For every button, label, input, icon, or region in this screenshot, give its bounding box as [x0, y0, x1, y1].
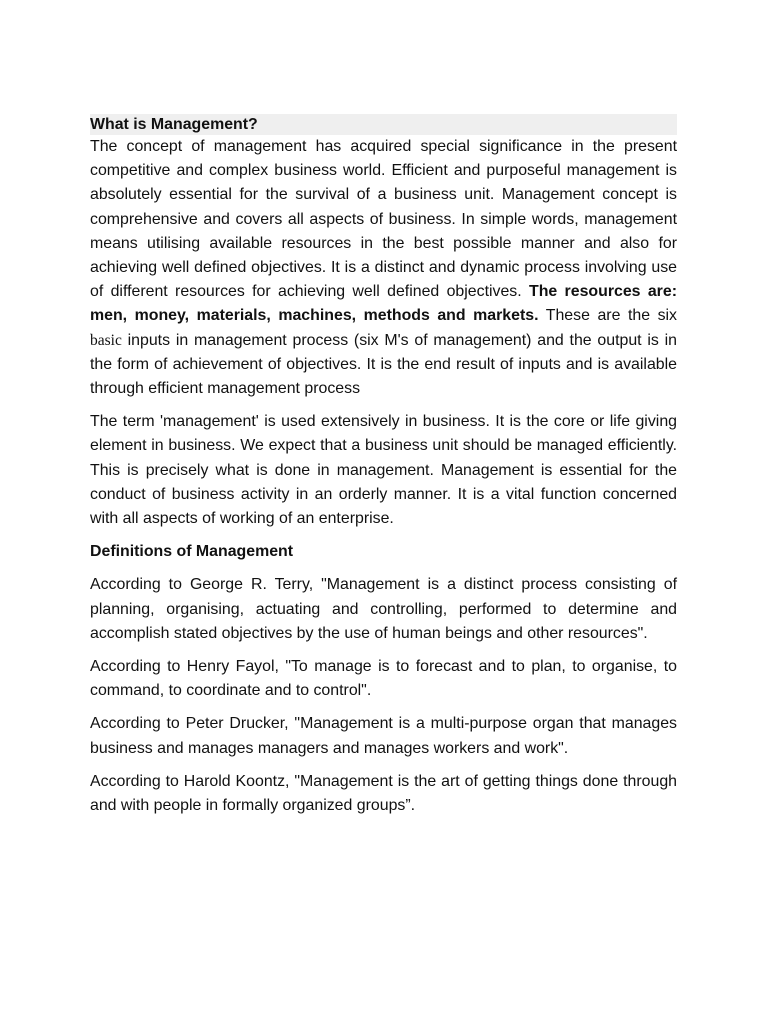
definition-drucker: According to Peter Drucker, "Management is a multi-purpose organ that manages business and manages managers and manages workers and work".	[90, 715, 677, 757]
definition-terry: According to George R. Terry, "Management is a distinct process consisting of planning, organising, actuating and controlling, performed to determine and accomplish stated objectives by the use of human beings and other resources".	[90, 576, 677, 642]
document-page	[90, 114, 677, 818]
paragraph-text: inputs in management process (six M's of management) and the output is in the form of achievement of objectives. It is the end result of inputs and is available through efficient management process	[90, 331, 677, 398]
heading-what-is-management: What is Management?	[90, 114, 677, 135]
paragraph-text: The concept of management has acquired special significance in the present competitive and complex business world. Efficient and purposeful management is absolutely essential for the survival of a business unit. Management concept is comprehensive and covers all aspects of business. In simple words, management means utilising available resources in the best possible manner and also for achieving well defined objectives. It is a distinct and dynamic process involving use of different resources for achieving well defined objectives.	[90, 138, 677, 301]
paragraph-management-concept	[90, 135, 677, 401]
basic-word: basic	[90, 331, 122, 349]
resources-bold-text: The resources are: men, money, materials, machines, methods and markets.	[90, 283, 677, 325]
paragraph-text: These are the six	[538, 307, 678, 325]
definition-fayol: According to Henry Fayol, "To manage is to forecast and to plan, to organise, to command, to coordinate and to control".	[90, 658, 677, 700]
heading-definitions: Definitions of Management	[90, 543, 294, 561]
paragraph-term-management: The term 'management' is used extensively in business. It is the core or life giving element in business. We expect that a business unit should be managed efficiently. This is precisely what is done in management. Management is essential for the conduct of business activity in an orderly manner. It is a vital function concerned with all aspects of working of an enterprise.	[90, 413, 677, 528]
definition-koontz: According to Harold Koontz, "Management is the art of getting things done through and with people in formally organized groups”.	[90, 772, 677, 815]
